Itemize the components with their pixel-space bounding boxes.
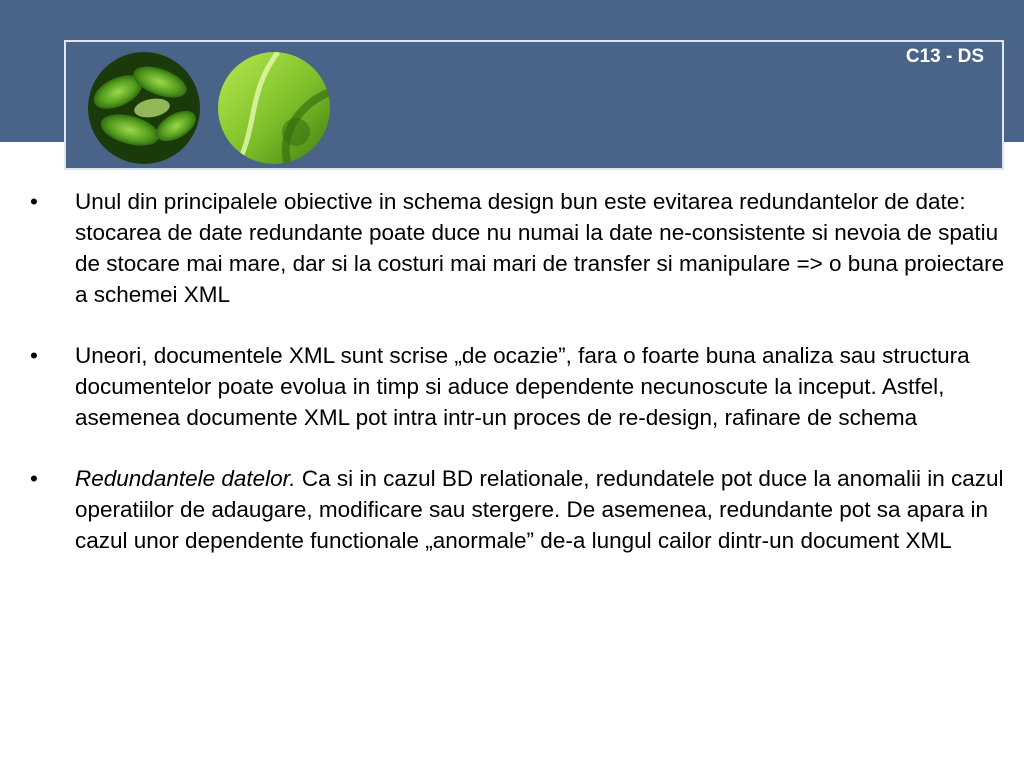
slide-tag: C13 - DS (905, 46, 984, 67)
bullet-marker: • (30, 466, 38, 491)
bullet-item (30, 340, 1010, 433)
bullet-body: Ca si in cazul BD relationale, redundatele pot duce la anomalii in cazul operatiilor de adaugare, modificare sau stergere. De asemenea, redundante pot sa apara in cazul unor dependente functionale „anormale” de-a lungul cailor dintr-un document XML (75, 466, 1004, 553)
leaf-closeup-image (218, 52, 330, 164)
leaves-image (88, 52, 200, 164)
bullet-item (30, 463, 1010, 556)
bullet-lead: Redundantele datelor. (75, 466, 296, 491)
bullet-text: Uneori, documentele XML sunt scrise „de ocazie”, fara o foarte buna analiza sau structura documentelor poate evolua in timp si aduce dependente necunoscute la inceput. Astfel, asemenea documente XML pot intra intr-un proces de re-design, rafinare de schema (75, 343, 970, 430)
bullet-text (75, 463, 1010, 556)
header-frame (64, 40, 1004, 170)
bullet-marker: • (30, 189, 38, 214)
bullet-item (30, 186, 1010, 310)
bullet-marker: • (30, 343, 38, 368)
bullet-text: Unul din principalele obiective in schema design bun este evitarea redundantelor de date: stocarea de date redundante poate duce nu numai la date ne-consistente si nevoia de spatiu de stocare mai mare, dar si la costuri mai mari de transfer si manipulare => o buna proiectare a schemei XML (75, 189, 1005, 307)
bullet-list (30, 186, 1010, 586)
